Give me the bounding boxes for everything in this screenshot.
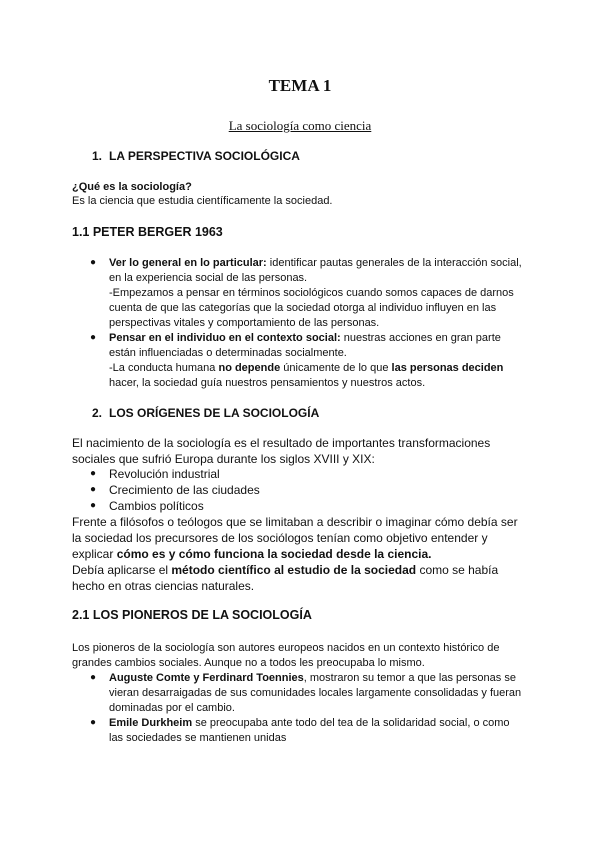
bullet-icon: ● (90, 717, 97, 728)
berger-point-1-line-2: en la experiencia social de las personas. (109, 272, 308, 284)
pioneers-point-1-line-1: Auguste Comte y Ferdinard Toennies, mostraron su temor a que las personas se (109, 672, 516, 684)
pioneers-point-1-line-2: vieran desarraigadas de sus comunidades locales largamente consolidadas y fueran (109, 687, 522, 699)
document-title: TEMA 1 (268, 76, 332, 95)
section-1-answer: Es la ciencia que estudia científicamente la sociedad. (72, 195, 333, 207)
document-subtitle: La sociología como ciencia (228, 118, 372, 133)
pioneers-paragraph-line-1: Los pioneros de la sociología son autores europeos nacidos en un contexto histórico de (72, 642, 500, 654)
origins-paragraph-3-line-1: Debía aplicarse el método científico al estudio de la sociedad como se había (72, 563, 499, 577)
bullet-icon: ● (90, 672, 97, 683)
section-2-heading: LOS ORÍGENES DE LA SOCIOLOGÍA (109, 406, 320, 420)
origins-paragraph-3-line-2: hecho en otras ciencias naturales. (72, 579, 255, 593)
berger-point-2-line-1: Pensar en el individuo en el contexto social: nuestras acciones en gran parte (109, 332, 501, 344)
berger-point-2-line-3: -La conducta humana no depende únicamente de lo que las personas deciden (109, 362, 504, 374)
origins-paragraph-line-2: sociales que sufrió Europa durante los siglos XVIII y XIX: (72, 452, 375, 466)
berger-point-1-line-4: cuenta de que las categorías que la sociedad otorga al individuo influyen en las (109, 302, 497, 314)
origins-paragraph-2-line-3: explicar cómo es y cómo funciona la sociedad desde la ciencia. (72, 547, 432, 561)
section-1-question: ¿Qué es la sociología? (72, 181, 192, 193)
origins-paragraph-line-1: El nacimiento de la sociología es el resultado de importantes transformaciones (72, 436, 491, 450)
berger-point-1-line-1: Ver lo general en lo particular: identificar pautas generales de la interacción social, (109, 257, 522, 269)
bullet-icon: ● (90, 484, 97, 495)
pioneers-point-2-line-2: las sociedades se mantienen unidas (109, 732, 287, 744)
bullet-icon: ● (90, 257, 97, 268)
origins-paragraph-2-line-1: Frente a filósofos o teólogos que se limitaban a describir o imaginar cómo debía ser (72, 515, 518, 529)
bullet-icon: ● (90, 500, 97, 511)
section-1-1-heading: 1.1 PETER BERGER 1963 (72, 225, 223, 239)
berger-point-2-line-4: hacer, la sociedad guía nuestros pensamientos y nuestros actos. (109, 377, 426, 389)
bullet-icon: ● (90, 332, 97, 343)
origins-list-item: Cambios políticos (109, 499, 204, 513)
pioneers-paragraph-line-2: grandes cambios sociales. Aunque no a todos les preocupaba lo mismo. (72, 657, 425, 669)
berger-point-1-line-5: perspectivas vitales y comportamiento de las personas. (109, 317, 380, 329)
section-2-1-heading: 2.1 LOS PIONEROS DE LA SOCIOLOGÍA (72, 608, 312, 622)
origins-list-item: Crecimiento de las ciudades (109, 483, 260, 497)
berger-point-2-line-2: están influenciadas o determinadas socialmente. (109, 347, 347, 359)
pioneers-point-2-line-1: Emile Durkheim se preocupaba ante todo del tea de la solidaridad social, o como (109, 717, 510, 729)
section-2-number: 2. (92, 406, 103, 420)
berger-point-1-line-3: -Empezamos a pensar en términos sociológicos cuando somos capaces de darnos (109, 287, 514, 299)
origins-list-item: Revolución industrial (109, 467, 220, 481)
pioneers-point-1-line-3: dominadas por el cambio. (109, 702, 235, 714)
section-1-number: 1. (92, 149, 103, 163)
bullet-icon: ● (90, 468, 97, 479)
origins-paragraph-2-line-2: la sociedad los precursores de los sociólogos tenían como objetivo entender y (72, 531, 488, 545)
section-1-heading: LA PERSPECTIVA SOCIOLÓGICA (109, 149, 300, 163)
